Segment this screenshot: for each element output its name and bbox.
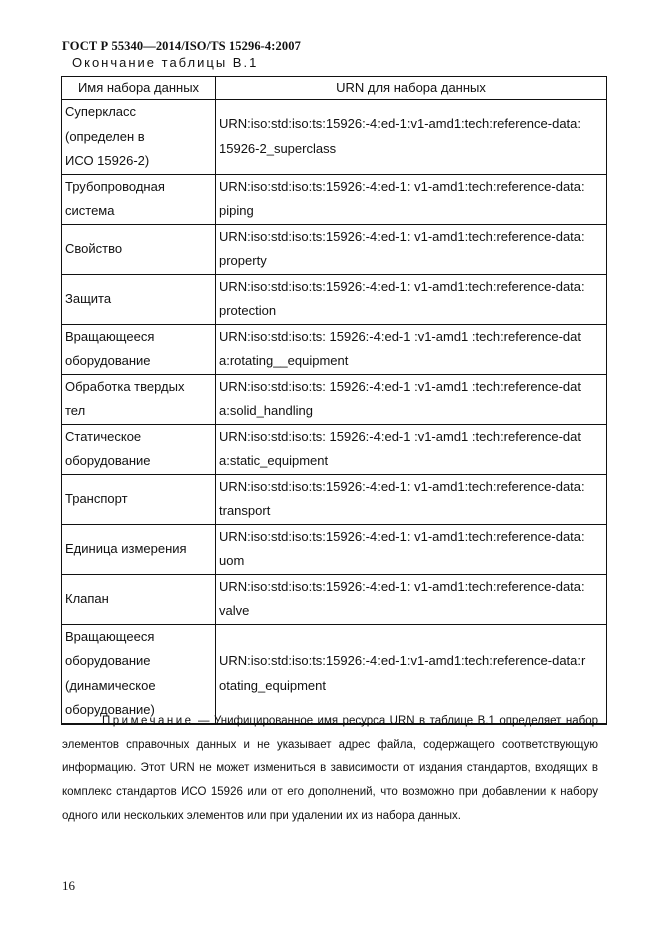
table-row (62, 474, 607, 524)
table-row (62, 100, 607, 175)
dataset-name-line: система (65, 203, 115, 218)
table-row (62, 574, 607, 624)
page-number: 16 (62, 878, 75, 893)
table-row (62, 324, 607, 374)
dataset-name-line: Вращающееся (65, 328, 155, 344)
urn-table (61, 76, 607, 725)
dataset-name-line: Статическое (65, 428, 142, 444)
urn-cell: URN:iso:std:iso:ts: 15926:-4:ed-1 :v1-amd1 :tech:reference-data:solid_handling (216, 374, 607, 424)
table-caption: Окончание таблицы В.1 (72, 55, 259, 70)
dataset-name-line: Защита (65, 290, 112, 306)
dataset-name-line: оборудование) (65, 702, 155, 717)
urn-cell: URN:iso:std:iso:ts:15926:-4:ed-1:v1-amd1:tech:reference-data:15926-2_superclass (216, 100, 607, 175)
dataset-name-cell (62, 224, 216, 274)
urn-cell: URN:iso:std:iso:ts:15926:-4:ed-1: v1-amd1:tech:reference-data:protection (216, 274, 607, 324)
dataset-name-cell (62, 424, 216, 474)
urn-cell: URN:iso:std:iso:ts:15926:-4:ed-1: v1-amd1:tech:reference-data:uom (216, 524, 607, 574)
dataset-name-line: Клапан (65, 590, 109, 606)
table-row (62, 174, 607, 224)
column-header-name: Имя набора данных (62, 77, 216, 100)
urn-cell: URN:iso:std:iso:ts:15926:-4:ed-1: v1-amd1:tech:reference-data:valve (216, 574, 607, 624)
urn-cell: URN:iso:std:iso:ts:15926:-4:ed-1: v1-amd1:tech:reference-data:property (216, 224, 607, 274)
dataset-name-cell (62, 374, 216, 424)
dataset-name-line: Свойство (65, 240, 123, 256)
dataset-name-cell (62, 474, 216, 524)
urn-cell: URN:iso:std:iso:ts: 15926:-4:ed-1 :v1-amd1 :tech:reference-data:static_equipment (216, 424, 607, 474)
note-text: Унифицированное имя ресурса URN в таблице В.1 определяет набор элементов справочных данных и не указывает адрес файла, содержащего соответствующую информацию. Этот URN не может измениться в зависимости от издания стандартов, входящих в комплекс стандартов ИСО 15926 или от его дополнений, что возможно при добавлении к набору одного или нескольких элементов или при удалении их из набора данных. (62, 715, 598, 822)
dataset-name-line: (динамическое (65, 677, 156, 693)
table-row (62, 624, 607, 724)
table-row (62, 224, 607, 274)
column-header-urn: URN для набора данных (216, 77, 607, 100)
dataset-name-line: Обработка твердых (65, 378, 185, 394)
dataset-name-line: тел (65, 403, 86, 418)
dataset-name-line: (определен в (65, 128, 145, 144)
dataset-name-cell (62, 274, 216, 324)
dataset-name-line: Суперкласс (65, 104, 137, 119)
dataset-name-line: оборудование (65, 453, 151, 468)
note-label: Примечание (102, 715, 194, 727)
dataset-name-cell (62, 324, 216, 374)
dataset-name-line: Трубопроводная (65, 178, 165, 194)
note-dash: — (198, 715, 210, 727)
dataset-name-cell (62, 624, 216, 724)
dataset-name-cell (62, 574, 216, 624)
document-header: ГОСТ Р 55340—2014/ISO/TS 15296-4:2007 (62, 39, 301, 53)
dataset-name-cell (62, 174, 216, 224)
urn-cell: URN:iso:std:iso:ts:15926:-4:ed-1:v1-amd1:tech:reference-data:rotating_equipment (216, 624, 607, 724)
table-row (62, 524, 607, 574)
table-header-row (62, 77, 607, 100)
dataset-name-line: Единица измерения (65, 540, 187, 556)
table-row (62, 274, 607, 324)
dataset-name-line: Вращающееся (65, 628, 155, 644)
dataset-name-line: оборудование (65, 353, 151, 368)
table-row (62, 374, 607, 424)
urn-cell: URN:iso:std:iso:ts:15926:-4:ed-1: v1-amd1:tech:reference-data:transport (216, 474, 607, 524)
dataset-name-line: Транспорт (65, 490, 128, 506)
dataset-name-line: оборудование (65, 653, 151, 668)
urn-cell: URN:iso:std:iso:ts: 15926:-4:ed-1 :v1-amd1 :tech:reference-data:rotating__equipment (216, 324, 607, 374)
table-row (62, 424, 607, 474)
table-note (62, 710, 598, 829)
dataset-name-cell (62, 524, 216, 574)
dataset-name-cell (62, 100, 216, 175)
dataset-name-line: ИСО 15926-2) (65, 153, 150, 168)
urn-cell: URN:iso:std:iso:ts:15926:-4:ed-1: v1-amd1:tech:reference-data:piping (216, 174, 607, 224)
